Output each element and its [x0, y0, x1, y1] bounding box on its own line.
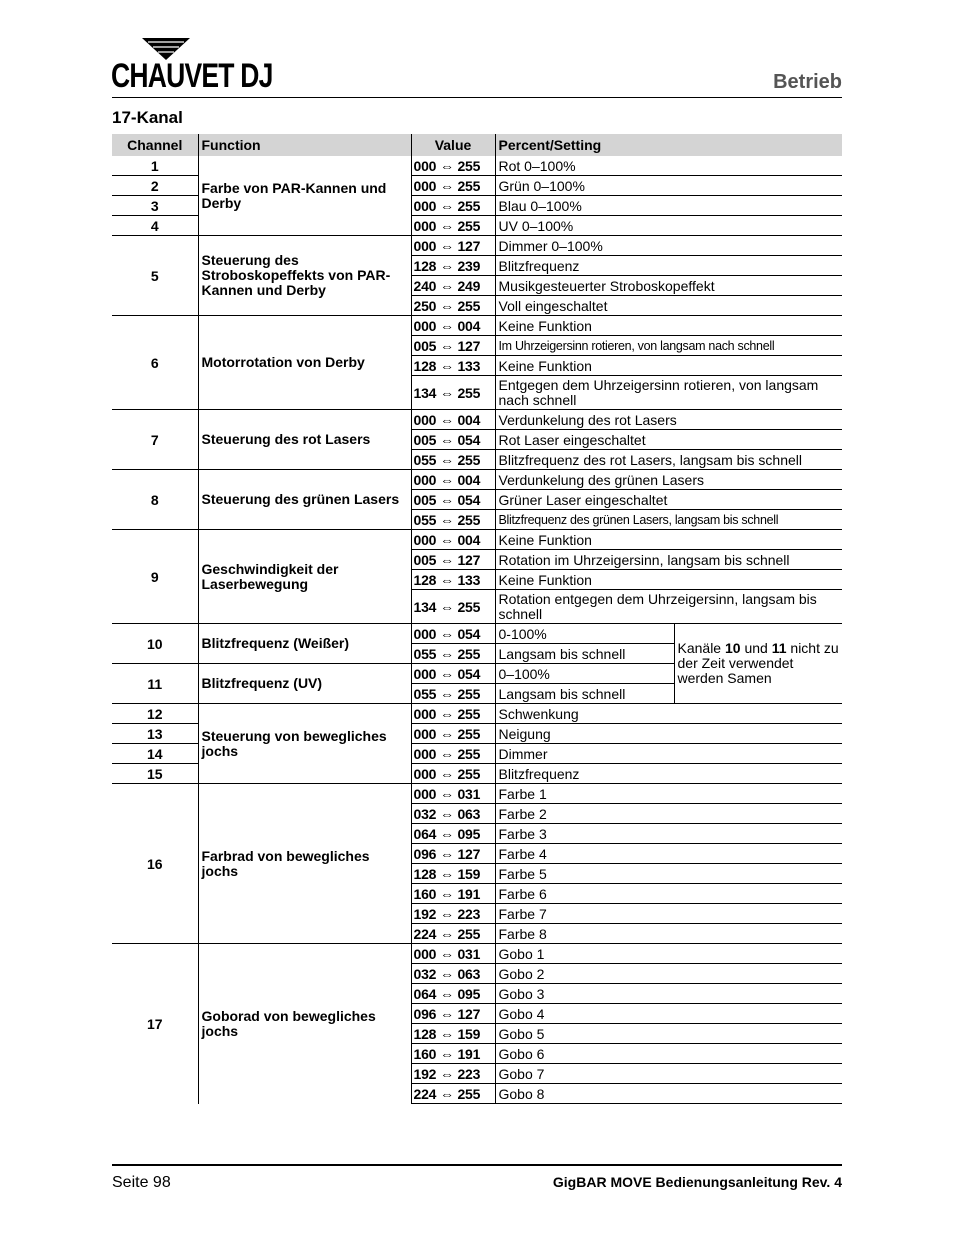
function-cell: Geschwindigkeit der Laserbewegung — [198, 530, 411, 624]
value-range: 192 ⇔ 223 — [411, 1064, 495, 1084]
setting-cell: Farbe 7 — [495, 904, 842, 924]
setting-cell: Langsam bis schnell — [495, 644, 674, 664]
table-row — [112, 156, 842, 176]
channel-number: 7 — [112, 410, 198, 470]
value-range: 064 ⇔ 095 — [411, 984, 495, 1004]
value-range: 000 ⇔ 127 — [411, 236, 495, 256]
value-range: 005 ⇔ 054 — [411, 490, 495, 510]
setting-cell: Blitzfrequenz — [495, 764, 842, 784]
function-cell: Steuerung des rot Lasers — [198, 410, 411, 470]
table-row — [112, 470, 842, 490]
value-range: 032 ⇔ 063 — [411, 804, 495, 824]
channel-number: 9 — [112, 530, 198, 624]
table-header-row — [112, 134, 842, 156]
value-range: 000 ⇔ 255 — [411, 744, 495, 764]
setting-cell: 0–100% — [495, 664, 674, 684]
setting-cell: Rot 0–100% — [495, 156, 842, 176]
value-range: 055 ⇔ 255 — [411, 684, 495, 704]
footer-rule — [112, 1164, 842, 1166]
value-range: 055 ⇔ 255 — [411, 450, 495, 470]
table-row — [112, 530, 842, 550]
setting-cell: Voll eingeschaltet — [495, 296, 842, 316]
setting-cell: Grüner Laser eingeschaltet — [495, 490, 842, 510]
setting-cell: Farbe 6 — [495, 884, 842, 904]
value-range: 055 ⇔ 255 — [411, 644, 495, 664]
value-range: 000 ⇔ 031 — [411, 784, 495, 804]
setting-cell: Musikgesteuerter Stroboskopeffekt — [495, 276, 842, 296]
function-cell: Steuerung von bewegliches jochs — [198, 704, 411, 784]
value-range: 160 ⇔ 191 — [411, 1044, 495, 1064]
setting-cell: Gobo 2 — [495, 964, 842, 984]
channel-number: 17 — [112, 944, 198, 1104]
table-row — [112, 704, 842, 724]
channel-number: 5 — [112, 236, 198, 316]
setting-cell: Blau 0–100% — [495, 196, 842, 216]
value-range: 055 ⇔ 255 — [411, 510, 495, 530]
setting-cell: Gobo 1 — [495, 944, 842, 964]
setting-cell: Grün 0–100% — [495, 176, 842, 196]
setting-cell: Farbe 8 — [495, 924, 842, 944]
value-range: 128 ⇔ 133 — [411, 570, 495, 590]
setting-cell: Neigung — [495, 724, 842, 744]
function-cell: Farbrad von bewegliches jochs — [198, 784, 411, 944]
value-range: 000 ⇔ 031 — [411, 944, 495, 964]
function-cell: Goborad von bewegliches jochs — [198, 944, 411, 1104]
channel-number: 3 — [112, 196, 198, 216]
value-range: 000 ⇔ 054 — [411, 624, 495, 644]
function-cell: Farbe von PAR-Kannen und Derby — [198, 156, 411, 236]
value-range: 128 ⇔ 159 — [411, 1024, 495, 1044]
value-range: 134 ⇔ 255 — [411, 590, 495, 624]
setting-cell: Keine Funktion — [495, 316, 842, 336]
table-row — [112, 784, 842, 804]
section-title: Betrieb — [773, 71, 842, 93]
value-range: 250 ⇔ 255 — [411, 296, 495, 316]
value-range: 224 ⇔ 255 — [411, 924, 495, 944]
value-range: 096 ⇔ 127 — [411, 844, 495, 864]
setting-cell: Rotation entgegen dem Uhrzeigersinn, langsam bis schnell — [495, 590, 842, 624]
channel-number: 16 — [112, 784, 198, 944]
setting-cell: Blitzfrequenz des grünen Lasers, langsam bis schnell — [495, 510, 842, 530]
table-title: 17-Kanal — [112, 108, 183, 127]
value-range: 000 ⇔ 255 — [411, 764, 495, 784]
setting-cell: Keine Funktion — [495, 530, 842, 550]
setting-cell: Dimmer 0–100% — [495, 236, 842, 256]
table-row — [112, 316, 842, 336]
setting-cell: Blitzfrequenz — [495, 256, 842, 276]
channel-note: Kanäle 10 und 11 nicht zu der Zeit verwendet werden Samen — [674, 624, 842, 704]
chauvet-dj-logo — [111, 34, 273, 96]
channel-number: 1 — [112, 156, 198, 176]
table-row — [112, 236, 842, 256]
setting-cell: Dimmer — [495, 744, 842, 764]
setting-cell: Farbe 1 — [495, 784, 842, 804]
value-range: 000 ⇔ 255 — [411, 724, 495, 744]
value-range: 000 ⇔ 004 — [411, 316, 495, 336]
header-setting: Percent/Setting — [495, 134, 842, 156]
setting-cell: Gobo 7 — [495, 1064, 842, 1084]
value-range: 000 ⇔ 255 — [411, 176, 495, 196]
setting-cell: Entgegen dem Uhrzeigersinn rotieren, von langsam nach schnell — [495, 376, 842, 410]
value-range: 000 ⇔ 004 — [411, 470, 495, 490]
setting-cell: Gobo 6 — [495, 1044, 842, 1064]
setting-cell: Keine Funktion — [495, 356, 842, 376]
value-range: 000 ⇔ 255 — [411, 216, 495, 236]
setting-cell: UV 0–100% — [495, 216, 842, 236]
document-title: GigBAR MOVE Bedienungsanleitung Rev. 4 — [552, 1174, 842, 1190]
value-range: 192 ⇔ 223 — [411, 904, 495, 924]
table-row — [112, 944, 842, 964]
setting-cell: Gobo 4 — [495, 1004, 842, 1024]
header-value: Value — [411, 134, 495, 156]
value-range: 128 ⇔ 133 — [411, 356, 495, 376]
setting-cell: Keine Funktion — [495, 570, 842, 590]
table-row — [112, 624, 842, 644]
function-cell: Blitzfrequenz (UV) — [198, 664, 411, 704]
channel-number: 4 — [112, 216, 198, 236]
setting-cell: Gobo 3 — [495, 984, 842, 1004]
value-range: 005 ⇔ 127 — [411, 550, 495, 570]
function-cell: Motorrotation von Derby — [198, 316, 411, 410]
function-cell: Steuerung des Stroboskopeffekts von PAR-Kannen und Derby — [198, 236, 411, 316]
setting-cell: Rotation im Uhrzeigersinn, langsam bis schnell — [495, 550, 842, 570]
value-range: 096 ⇔ 127 — [411, 1004, 495, 1024]
channel-number: 15 — [112, 764, 198, 784]
setting-cell: Gobo 5 — [495, 1024, 842, 1044]
value-range: 134 ⇔ 255 — [411, 376, 495, 410]
setting-cell: Farbe 3 — [495, 824, 842, 844]
setting-cell: Farbe 5 — [495, 864, 842, 884]
setting-cell: Langsam bis schnell — [495, 684, 674, 704]
value-range: 064 ⇔ 095 — [411, 824, 495, 844]
setting-cell: Im Uhrzeigersinn rotieren, von langsam nach schnell — [495, 336, 842, 356]
header-function: Function — [198, 134, 411, 156]
setting-cell: Blitzfrequenz des rot Lasers, langsam bis schnell — [495, 450, 842, 470]
value-range: 224 ⇔ 255 — [411, 1084, 495, 1104]
table-row — [112, 410, 842, 430]
channel-number: 8 — [112, 470, 198, 530]
value-range: 240 ⇔ 249 — [411, 276, 495, 296]
channel-number: 2 — [112, 176, 198, 196]
channel-number: 12 — [112, 704, 198, 724]
value-range: 128 ⇔ 239 — [411, 256, 495, 276]
setting-cell: Farbe 2 — [495, 804, 842, 824]
value-range: 000 ⇔ 004 — [411, 530, 495, 550]
channel-number: 10 — [112, 624, 198, 664]
value-range: 128 ⇔ 159 — [411, 864, 495, 884]
header-channel: Channel — [112, 134, 198, 156]
channel-number: 6 — [112, 316, 198, 410]
setting-cell: Verdunkelung des rot Lasers — [495, 410, 842, 430]
value-range: 000 ⇔ 255 — [411, 704, 495, 724]
setting-cell: Farbe 4 — [495, 844, 842, 864]
channel-number: 13 — [112, 724, 198, 744]
setting-cell: Gobo 8 — [495, 1084, 842, 1104]
value-range: 160 ⇔ 191 — [411, 884, 495, 904]
value-range: 005 ⇔ 054 — [411, 430, 495, 450]
page-number: Seite 98 — [112, 1174, 171, 1191]
channel-number: 11 — [112, 664, 198, 704]
value-range: 000 ⇔ 255 — [411, 156, 495, 176]
setting-cell: Rot Laser eingeschaltet — [495, 430, 842, 450]
header-rule — [112, 97, 842, 98]
value-range: 005 ⇔ 127 — [411, 336, 495, 356]
function-cell: Blitzfrequenz (Weißer) — [198, 624, 411, 664]
setting-cell: Schwenkung — [495, 704, 842, 724]
brand-wordmark: CHAUVET DJ — [111, 57, 273, 95]
value-range: 032 ⇔ 063 — [411, 964, 495, 984]
value-range: 000 ⇔ 054 — [411, 664, 495, 684]
setting-cell: Verdunkelung des grünen Lasers — [495, 470, 842, 490]
function-cell: Steuerung des grünen Lasers — [198, 470, 411, 530]
value-range: 000 ⇔ 004 — [411, 410, 495, 430]
channel-number: 14 — [112, 744, 198, 764]
value-range: 000 ⇔ 255 — [411, 196, 495, 216]
dmx-channel-table — [112, 134, 842, 1104]
setting-cell: 0-100% — [495, 624, 674, 644]
